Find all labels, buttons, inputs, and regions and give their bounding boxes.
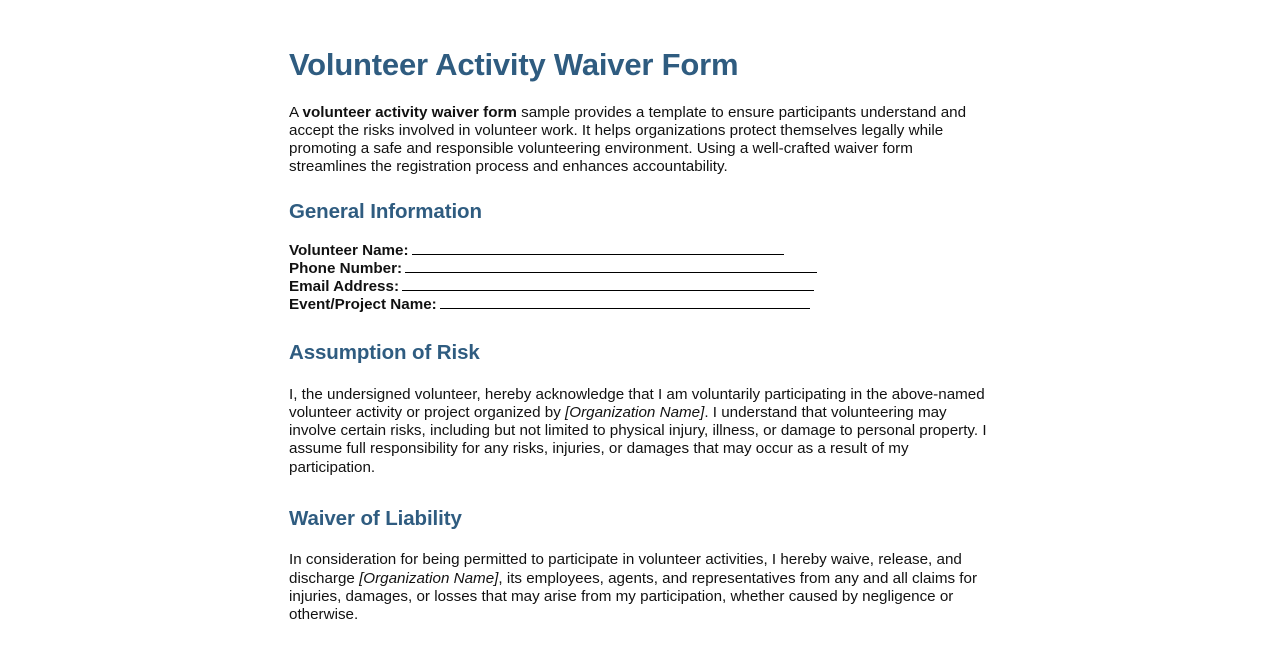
intro-rest-text: sample provides a template to ensure participants understand and accept the risks involved in volunteer work. It helps organizations protect themselves legally while promoting a safe and responsible volunteering environment. Using a well-crafted waiver form streamlines the registration process and enhances accountability. bbox=[289, 103, 967, 175]
section-heading-general-information: General Information bbox=[289, 199, 482, 223]
general-information-fields bbox=[289, 223, 990, 314]
field-label-email-address: Email Address: bbox=[289, 278, 400, 296]
section-heading-assumption-of-risk: Assumption of Risk bbox=[289, 341, 480, 365]
field-input-volunteer-name[interactable] bbox=[412, 242, 784, 255]
field-row-phone-number bbox=[289, 260, 990, 278]
waiver-of-liability-paragraph bbox=[289, 530, 990, 624]
intro-paragraph bbox=[289, 83, 990, 176]
waiver-text-after: , its employees, agents, and representatives from any and all claims for injuries, damages, or losses that may arise from my participation, whether caused by negligence or otherwise. bbox=[289, 569, 978, 624]
field-row-email-address bbox=[289, 278, 990, 296]
intro-lead-text: A bbox=[289, 103, 303, 121]
field-row-event-project-name bbox=[289, 296, 990, 314]
field-label-phone-number: Phone Number: bbox=[289, 260, 403, 278]
section-heading-waiver-of-liability: Waiver of Liability bbox=[289, 506, 462, 530]
document-body bbox=[289, 0, 990, 624]
field-row-volunteer-name bbox=[289, 242, 990, 260]
field-label-event-project-name: Event/Project Name: bbox=[289, 296, 437, 314]
assumption-of-risk-paragraph bbox=[289, 365, 990, 477]
field-input-event-project-name[interactable] bbox=[440, 296, 810, 309]
assumption-organization-placeholder: [Organization Name] bbox=[565, 404, 705, 422]
page-title: Volunteer Activity Waiver Form bbox=[289, 47, 739, 82]
field-label-volunteer-name: Volunteer Name: bbox=[289, 242, 409, 260]
intro-bold-term: volunteer activity waiver form bbox=[302, 103, 517, 121]
waiver-organization-placeholder: [Organization Name] bbox=[359, 569, 499, 587]
field-input-email-address[interactable] bbox=[402, 278, 814, 291]
assumption-text-before: I, the undersigned volunteer, hereby acknowledge that I am voluntarily participating in the above-named volunteer activity or project organized by bbox=[289, 385, 985, 422]
waiver-text-before: In consideration for being permitted to participate in volunteer activities, I hereby waive, release, and discharge bbox=[289, 551, 962, 587]
assumption-text-after: . I understand that volunteering may involve certain risks, including but not limited to physical injury, illness, or damage to personal property. I assume full responsibility for any risks, injuries, or damages that may occur as a result of my participation. bbox=[289, 404, 987, 476]
field-input-phone-number[interactable] bbox=[405, 260, 817, 273]
